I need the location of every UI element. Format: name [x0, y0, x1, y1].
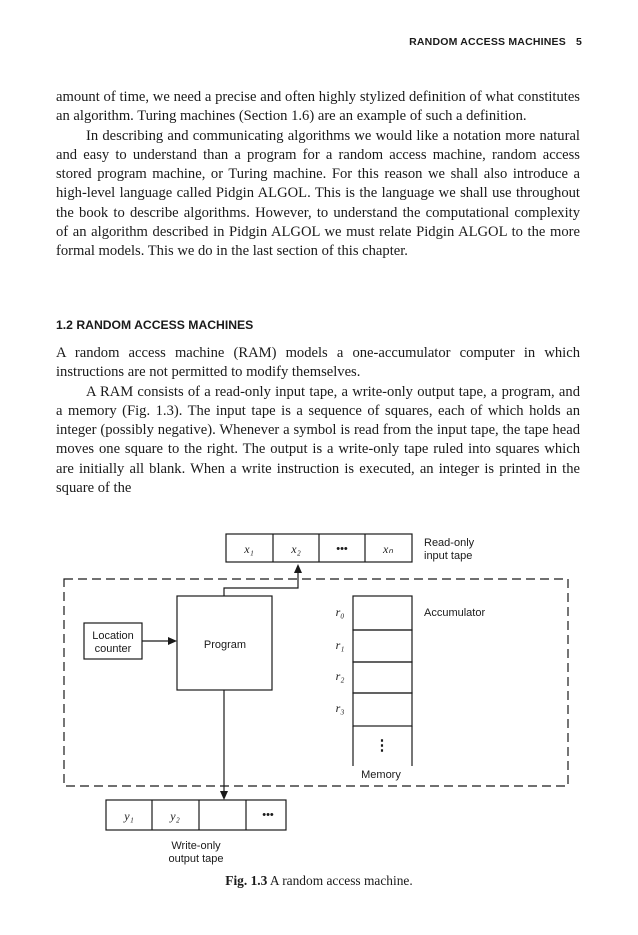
accumulator-label: Accumulator: [424, 607, 486, 619]
output-cell: •••: [262, 809, 274, 821]
arrow-head: [168, 637, 177, 645]
paragraph: amount of time, we need a precise and often highly stylized definition of what constitutes an algorithm. Turing machines (Section 1.6) are an example of such a definition.: [56, 89, 580, 125]
input-cell: xₙ: [382, 542, 394, 556]
input-cell: x₁: [244, 542, 254, 556]
register-label: r₃: [335, 701, 345, 715]
paragraph: A random access machine (RAM) models a one-accumulator computer in which instructions are not permitted to modify themselves.: [56, 345, 580, 381]
input-cell: •••: [336, 543, 348, 555]
arrow-head: [220, 791, 228, 800]
paragraph: In describing and communicating algorithms we would like a notation more natural and easy to understand than a program for a random access machine, random access stored program machine, or Turing machine. For this reason we shall also introduce a high-level language called Pidgin ALGOL. This is the language we shall use throughout the book to describe algorithms. However, to understand the computational complexity of an algorithm described in Pidgin ALGOL we must relate Pidgin ALGOL to the more formal models. This we do in the last section of this chapter.: [56, 127, 580, 260]
input-tape-label: input tape: [424, 550, 473, 562]
location-counter-label: counter: [94, 643, 132, 655]
memory-register-1: [353, 630, 412, 662]
section-text: [56, 344, 580, 498]
input-cell: x₂: [291, 542, 301, 556]
section-heading: [56, 318, 253, 332]
ram-diagram: [0, 520, 638, 880]
figure-caption-text: A random access machine.: [269, 873, 413, 888]
section-number: 1.2: [56, 318, 73, 332]
section-title: RANDOM ACCESS MACHINES: [76, 318, 254, 332]
register-label: r₂: [335, 669, 345, 683]
figure-caption: [0, 873, 638, 889]
register-label: r₀: [335, 605, 345, 619]
memory-register-2: [353, 662, 412, 693]
machine-boundary: [64, 579, 568, 786]
page-number: 5: [575, 36, 582, 48]
location-counter-label: Location: [92, 630, 134, 642]
program-label: Program: [203, 639, 247, 651]
register-label: r₁: [335, 638, 345, 652]
arrow-head: [294, 564, 302, 573]
output-cell: y₂: [170, 809, 180, 823]
input-tape-label: Read-only: [424, 537, 475, 549]
figure-caption-label: Fig. 1.3: [225, 873, 268, 888]
memory-register-0: [353, 596, 412, 630]
running-header: [409, 36, 582, 48]
memory-register-3: [353, 693, 412, 726]
paragraph: A RAM consists of a read-only input tape, a write-only output tape, a program, and a memory (Fig. 1.3). The input tape is a sequence of squares, each of which holds an integer (possibly negative). Whenever a symbol is read from the input tape, the tape head moves one square to the right. The output is a write-only tape ruled into squares which are initially all blank. When a write instruction is executed, an integer is printed in the square of the: [56, 383, 580, 497]
memory-ellipsis: ⋮: [374, 737, 390, 754]
intro-text: [56, 88, 580, 262]
output-tape-label: output tape: [168, 853, 224, 865]
output-tape-label: Write-only: [171, 840, 221, 852]
output-cell: y₁: [124, 809, 134, 823]
memory-label: Memory: [361, 769, 401, 781]
running-header-title: RANDOM ACCESS MACHINES: [409, 36, 566, 48]
